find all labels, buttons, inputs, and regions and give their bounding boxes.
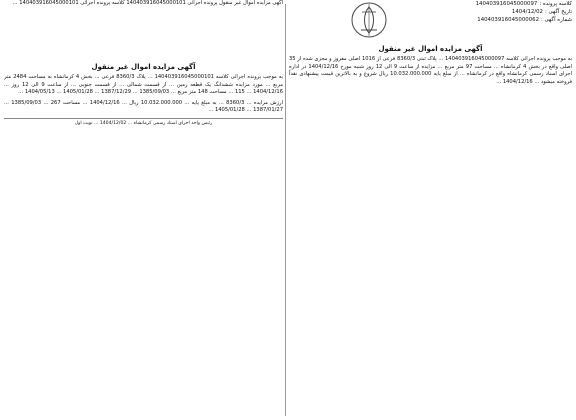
emblem-icon	[349, 0, 389, 40]
meta-value: 140403916045000062	[477, 17, 539, 23]
meta-line	[476, 8, 572, 16]
left-body-2: ارزش مزایده ... 8360/3 ... به مبلغ پایه ... 10.032.000.000 ریال ... 1404/12/16 ... مساحت 267 ... 1385/09/03 ... 1387/01/27 ... 1405/01/28 ...	[4, 99, 283, 114]
left-body-1: به موجب پرونده اجرائی کلاسه 140403916045000101 ... پلاک 8360/3 فرعی ... بخش 4 کرمانشاه به مساحت 2484 متر مربع ... مورد مزایده ششدانگ یک قطعه زمین ... از قسمت شمالی ... از قسمت جنوبی ... از ساعت 9 الی 12 روز ... 1404/12/16 ... 115 ... مساحت 148 متر مربع ... 1385/09/03 ... 1387/12/29 ... 1405/01/28 ... 1404/05/13 ...	[4, 74, 283, 96]
right-column	[289, 0, 572, 420]
meta-value: 140403916045000097	[475, 1, 538, 7]
meta-line	[476, 0, 572, 8]
left-notice-title: آگهی مزایده اموال غیر منقول	[91, 63, 196, 71]
right-meta	[476, 0, 572, 24]
notice-body: به موجب پرونده اجرائی کلاسه 140403916045000097 ... پلاک ثبتی 8360/3 فرعی از 1016 اصلی مفروز و مجزی شده از 35 اصلی واقع در بخش 4 کرمانشاه ... مساحت 97 متر مربع ... مزایده از ساعت 9 الی 12 روز شنبه مورخ 1404/12/16 در اداره اجرای اسناد رسمی کرمانشاه واقع در کرمانشاه ... از مبلغ پایه 10.032.000.000 ریال شروع و به بالاترین قیمت پیشنهادی نقداً فروخته میشود ... 1404/12/16 ...	[289, 56, 572, 85]
meta-value: 1404/12/02	[511, 9, 543, 15]
notice-title: آگهی مزایده اموال غیر منقول	[378, 45, 483, 53]
left-top-text: آگهی مزایده اموال غیر منقول پرونده اجرائی 140403916045000101 کلاسه پرونده اجرائی 140403916045000101 ...	[12, 0, 283, 6]
meta-label: شماره آگهی :	[541, 17, 572, 23]
left-footer: رئیس واحد اجرای اسناد رسمی کرمانشاه ... 1404/12/02 ... نوبت اول	[4, 118, 283, 127]
left-column	[4, 0, 283, 420]
meta-label: تاریخ آگهی :	[544, 9, 572, 15]
left-top-block	[4, 0, 283, 62]
meta-label: کلاسه پرونده :	[539, 1, 572, 7]
right-header	[289, 0, 572, 44]
meta-line	[476, 16, 572, 24]
column-divider	[285, 4, 286, 416]
